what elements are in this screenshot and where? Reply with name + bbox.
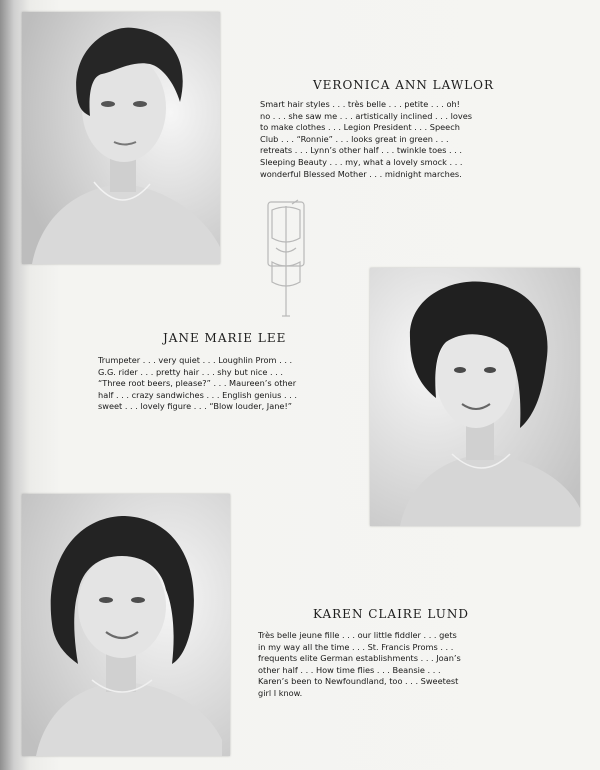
- bio-karen: [258, 630, 461, 700]
- bio-line: retreats . . . Lynn’s other half . . . twinkle toes . . .: [260, 145, 463, 156]
- bio-line: sweet . . . lovely figure . . . “Blow louder, Jane!”: [98, 401, 292, 412]
- bio-line: other half . . . How time flies . . . Beansie . . .: [258, 664, 441, 675]
- bio-line: Trumpeter . . . very quiet . . . Loughlin Prom . . .: [98, 355, 293, 365]
- bio-jane: [98, 355, 297, 413]
- bio-line: half . . . crazy sandwiches . . . English genius . . .: [98, 389, 297, 400]
- senior-name-jane: JANE MARIE LEE: [163, 331, 287, 345]
- bio-line: frequents elite German establishments . . . Joan’s: [258, 653, 461, 664]
- bio-line: Club . . . “Ronnie” . . . looks great in green . . .: [260, 133, 449, 144]
- bio-line: Smart hair styles . . . très belle . . . petite . . . oh!: [260, 99, 460, 109]
- bio-line: girl I know.: [258, 687, 303, 698]
- bio-line: G.G. rider . . . pretty hair . . . shy but nice . . .: [98, 366, 284, 377]
- senior-name-karen: KAREN CLAIRE LUND: [313, 607, 469, 621]
- bio-line: Sleeping Beauty . . . my, what a lovely smock . . .: [260, 156, 463, 167]
- portrait-jane-lee: [370, 268, 580, 526]
- bio-line: “Three root beers, please?” . . . Maureen’s other: [98, 378, 297, 389]
- bio-line: in my way all the time . . . St. Francis Proms . . .: [258, 641, 454, 652]
- school-crest-emblem: [262, 198, 310, 324]
- bio-line: to make clothes . . . Legion President . . . Speech: [260, 122, 460, 133]
- bio-line: Très belle jeune fille . . . our little fiddler . . . gets: [258, 630, 457, 640]
- bio-line: wonderful Blessed Mother . . . midnight marches.: [260, 168, 462, 179]
- bio-veronica: [260, 99, 472, 180]
- portrait-karen-lund: [22, 494, 230, 756]
- senior-name-veronica: VERONICA ANN LAWLOR: [313, 78, 495, 92]
- bio-line: no . . . she saw me . . . artistically inclined . . . loves: [260, 110, 473, 121]
- portrait-veronica-lawlor: [22, 12, 220, 264]
- bio-line: Karen’s been to Newfoundland, too . . . Sweetest: [258, 676, 459, 687]
